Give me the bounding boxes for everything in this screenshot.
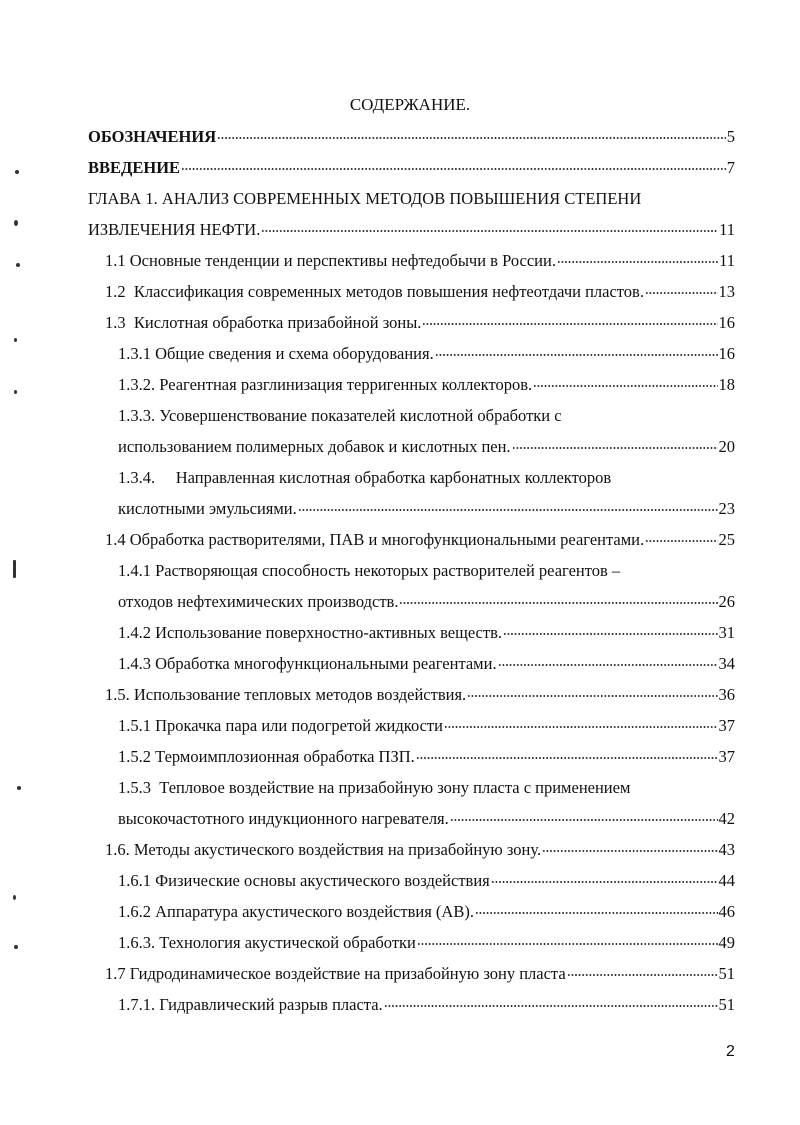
dot-leader — [444, 725, 718, 731]
toc-entry-text: ИЗВЛЕЧЕНИЯ НЕФТИ. — [88, 220, 261, 239]
scan-speck — [13, 560, 16, 578]
toc-entry — [0, 276, 735, 307]
toc-entry — [0, 555, 735, 586]
toc-entry — [0, 307, 735, 338]
toc-page-number: 7 — [726, 158, 735, 177]
toc-entry — [0, 772, 735, 803]
toc-page-number: 51 — [718, 964, 735, 983]
scan-speck — [13, 895, 16, 900]
toc-page-number: 43 — [718, 840, 735, 859]
table-of-contents — [0, 121, 800, 1020]
toc-entry — [0, 958, 735, 989]
toc-entry-text: 1.5.2 Термоимплозионная обработка ПЗП. — [118, 747, 415, 766]
toc-entry-text: 1.6.2 Аппаратура акустического воздействия (АВ). — [118, 902, 474, 921]
dot-leader — [450, 818, 718, 824]
toc-page-number: 11 — [719, 220, 735, 239]
dot-leader — [645, 291, 718, 297]
toc-page-number: 13 — [718, 282, 735, 301]
toc-entry-text: 1.5.3 Тепловое воздействие на призабойную зону пласта с применением — [118, 778, 631, 797]
toc-entry — [0, 896, 735, 927]
dot-leader — [217, 136, 726, 142]
toc-entry-text: 1.2 Классификация современных методов повышения нефтеотдачи пластов. — [105, 282, 644, 301]
toc-entry — [0, 431, 735, 462]
toc-entry-text: использованием полимерных добавок и кислотных пен. — [118, 437, 511, 456]
dot-leader — [181, 167, 726, 173]
toc-entry-text: 1.6. Методы акустического воздействия на призабойную зону. — [105, 840, 542, 859]
toc-page-number: 34 — [718, 654, 735, 673]
toc-entry-text: ВВЕДЕНИЕ — [88, 158, 181, 177]
scan-speck — [17, 786, 21, 790]
toc-entry — [0, 524, 735, 555]
toc-page-number: 18 — [718, 375, 735, 394]
toc-page-number: 20 — [718, 437, 735, 456]
toc-entry — [0, 927, 735, 958]
scan-speck — [15, 170, 19, 174]
toc-entry — [0, 865, 735, 896]
toc-entry-text: 1.6.3. Технология акустической обработки — [118, 933, 416, 952]
toc-page-number: 5 — [726, 127, 735, 146]
dot-leader — [567, 973, 718, 979]
dot-leader — [417, 942, 718, 948]
toc-entry-text: 1.1 Основные тенденции и перспективы нефтедобычи в России. — [105, 251, 556, 270]
dot-leader — [422, 322, 717, 328]
toc-entry-text: 1.4 Обработка растворителями, ПАВ и многофункциональными реагентами. — [105, 530, 645, 549]
toc-page-number: 25 — [718, 530, 735, 549]
toc-entry-text: 1.4.1 Растворяющая способность некоторых растворителей реагентов – — [118, 561, 621, 580]
page-number: 2 — [726, 1043, 735, 1060]
toc-entry-text: кислотными эмульсиями. — [118, 499, 297, 518]
toc-page-number: 11 — [719, 251, 735, 270]
dot-leader — [416, 756, 718, 762]
toc-entry — [0, 183, 735, 214]
toc-entry-text: 1.7 Гидродинамическое воздействие на призабойную зону пласта — [105, 964, 566, 983]
toc-entry-text: 1.4.2 Использование поверхностно-активных веществ. — [118, 623, 503, 642]
toc-entry-text: 1.5. Использование тепловых методов воздействия. — [105, 685, 467, 704]
toc-entry — [0, 648, 735, 679]
toc-page-number: 42 — [718, 809, 735, 828]
toc-entry-text: 1.3.4. Направленная кислотная обработка карбонатных коллекторов — [118, 468, 612, 487]
toc-page-number: 44 — [718, 871, 735, 890]
toc-page-number: 36 — [718, 685, 735, 704]
toc-page-number: 49 — [718, 933, 735, 952]
toc-page-number: 16 — [718, 344, 735, 363]
toc-page-number: 23 — [718, 499, 735, 518]
dot-leader — [435, 353, 718, 359]
toc-page-number: 46 — [718, 902, 735, 921]
toc-entry — [0, 400, 735, 431]
toc-entry-text: отходов нефтехимических производств. — [118, 592, 399, 611]
toc-entry — [0, 803, 735, 834]
toc-entry — [0, 834, 735, 865]
toc-entry-text: 1.5.1 Прокачка пара или подогретой жидкости — [118, 716, 443, 735]
toc-entry-text: 1.6.1 Физические основы акустического воздействия — [118, 871, 490, 890]
scan-speck — [16, 263, 20, 267]
toc-entry-text: 1.4.3 Обработка многофункциональными реагентами. — [118, 654, 497, 673]
toc-title: СОДЕРЖАНИЕ. — [349, 95, 471, 114]
dot-leader — [512, 446, 718, 452]
toc-entry — [0, 741, 735, 772]
toc-page-number: 37 — [718, 716, 735, 735]
dot-leader — [645, 539, 717, 545]
scan-speck — [14, 338, 17, 342]
toc-page-number: 51 — [718, 995, 735, 1014]
toc-page-number: 31 — [718, 623, 735, 642]
dot-leader — [261, 229, 718, 235]
toc-entry — [0, 679, 735, 710]
dot-leader — [542, 849, 717, 855]
scan-speck — [14, 390, 17, 394]
toc-entry — [0, 369, 735, 400]
toc-entry — [0, 338, 735, 369]
dot-leader — [498, 663, 718, 669]
toc-entry — [0, 214, 735, 245]
toc-entry — [0, 989, 735, 1020]
dot-leader — [399, 601, 717, 607]
toc-entry — [0, 493, 735, 524]
dot-leader — [533, 384, 717, 390]
toc-entry-text: ОБОЗНАЧЕНИЯ — [88, 127, 217, 146]
toc-entry-text: 1.3.1 Общие сведения и схема оборудования. — [118, 344, 434, 363]
toc-entry-text: ГЛАВА 1. АНАЛИЗ СОВРЕМЕННЫХ МЕТОДОВ ПОВЫШЕНИЯ СТЕПЕНИ — [88, 189, 642, 208]
toc-entry-text: 1.3 Кислотная обработка призабойной зоны. — [105, 313, 422, 332]
toc-entry — [0, 710, 735, 741]
toc-entry — [0, 152, 735, 183]
toc-entry — [0, 245, 735, 276]
dot-leader — [384, 1004, 718, 1010]
dot-leader — [557, 260, 718, 266]
toc-page-number: 37 — [718, 747, 735, 766]
toc-entry-text: 1.3.3. Усовершенствование показателей кислотной обработки с — [118, 406, 562, 425]
toc-entry-text: 1.3.2. Реагентная разглинизация терригенных коллекторов. — [118, 375, 533, 394]
toc-entry — [0, 617, 735, 648]
toc-entry — [0, 462, 735, 493]
dot-leader — [467, 694, 717, 700]
toc-entry-text: 1.7.1. Гидравлический разрыв пласта. — [118, 995, 383, 1014]
toc-entry — [0, 586, 735, 617]
scan-speck — [14, 220, 18, 226]
toc-entry-text: высокочастотного индукционного нагревателя. — [118, 809, 449, 828]
toc-page-number: 26 — [718, 592, 735, 611]
dot-leader — [491, 880, 718, 886]
dot-leader — [298, 508, 718, 514]
toc-page-number: 16 — [718, 313, 735, 332]
dot-leader — [503, 632, 717, 638]
dot-leader — [475, 911, 718, 917]
scan-speck — [14, 945, 18, 949]
toc-entry — [0, 121, 735, 152]
